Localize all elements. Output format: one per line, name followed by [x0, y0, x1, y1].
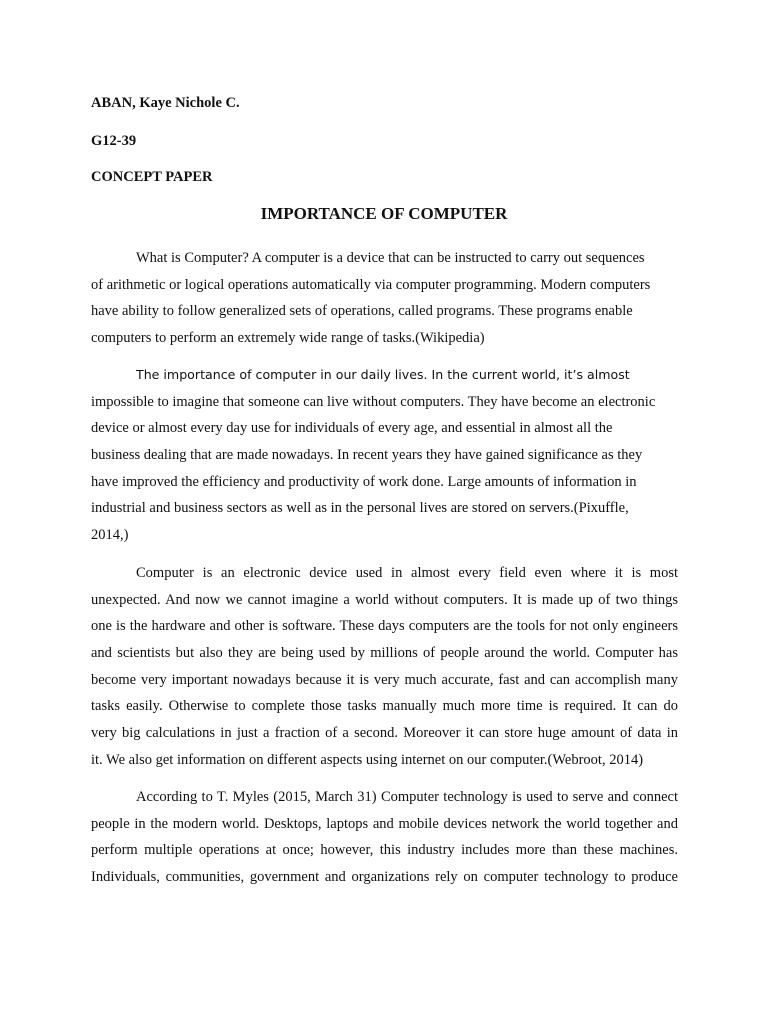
paragraph-line: 2014,)	[91, 527, 129, 544]
paragraph-line: become very important nowadays because it is very much accurate, fast and can accomplish many	[91, 671, 678, 688]
paragraph-line: What is Computer? A computer is a device that can be instructed to carry out sequences	[136, 250, 645, 266]
section-code: G12-39	[91, 133, 137, 149]
paragraph-line: one is the hardware and other is software. These days computers are the tools for not only engineers	[91, 618, 678, 635]
paragraph-line: have improved the efficiency and productivity of work done. Large amounts of information in	[91, 473, 637, 490]
paper-title: IMPORTANCE OF COMPUTER	[260, 204, 508, 223]
paragraph-line: it. We also get information on different aspects using internet on our computer.(Webroot, 2014)	[91, 751, 644, 768]
paragraph-line: of arithmetic or logical operations automatically via computer programming. Modern computers	[91, 276, 651, 293]
document-type: CONCEPT PAPER	[91, 169, 213, 185]
paragraph-line: tasks easily. Otherwise to complete those tasks manually much more time is required. It can do	[91, 698, 678, 715]
paragraph-electronic-device	[91, 560, 678, 774]
paragraph-line: and scientists but also they are being used by millions of people around the world. Computer has	[91, 645, 678, 662]
paragraph-line: impossible to imagine that someone can live without computers. They have become an electronic	[91, 393, 656, 410]
paragraph-line: unexpected. And now we cannot imagine a world without computers. It is made up of two things	[91, 591, 678, 608]
paragraph-lead-sentence: The importance of computer in our daily lives. In the current world, it’s almost	[136, 367, 630, 382]
paragraph-line: device or almost every day use for individuals of every age, and essential in almost all the	[91, 420, 613, 437]
paragraph-line: people in the modern world. Desktops, laptops and mobile devices network the world together and	[91, 815, 678, 832]
paragraph-line: very big calculations in just a fraction of a second. Moreover it can store huge amount of data in	[91, 725, 678, 742]
paragraph-daily-lives	[91, 362, 678, 549]
paragraph-line: Individuals, communities, government and organizations rely on computer technology to produce	[91, 869, 678, 886]
paragraph-line: Computer is an electronic device used in almost every field even where it is most	[136, 565, 678, 581]
paragraph-line: perform multiple operations at once; however, this industry includes more than these machines.	[91, 842, 678, 859]
paragraph-line: computers to perform an extremely wide range of tasks.(Wikipedia)	[91, 330, 485, 347]
paragraph-line: have ability to follow generalized sets of operations, called programs. These programs enable	[91, 303, 633, 320]
author-name: ABAN, Kaye Nichole C.	[91, 95, 240, 111]
paragraph-line: business dealing that are made nowadays. In recent years they have gained significance as they	[91, 447, 643, 464]
paragraph-line	[91, 362, 678, 389]
paragraph-line: According to T. Myles (2015, March 31) Computer technology is used to serve and connect	[136, 789, 678, 805]
paragraph-computer-technology	[91, 784, 678, 891]
paragraph-definition	[91, 245, 678, 352]
paragraph-line: industrial and business sectors as well as in the personal lives are stored on servers.(Pixuffle,	[91, 500, 629, 517]
